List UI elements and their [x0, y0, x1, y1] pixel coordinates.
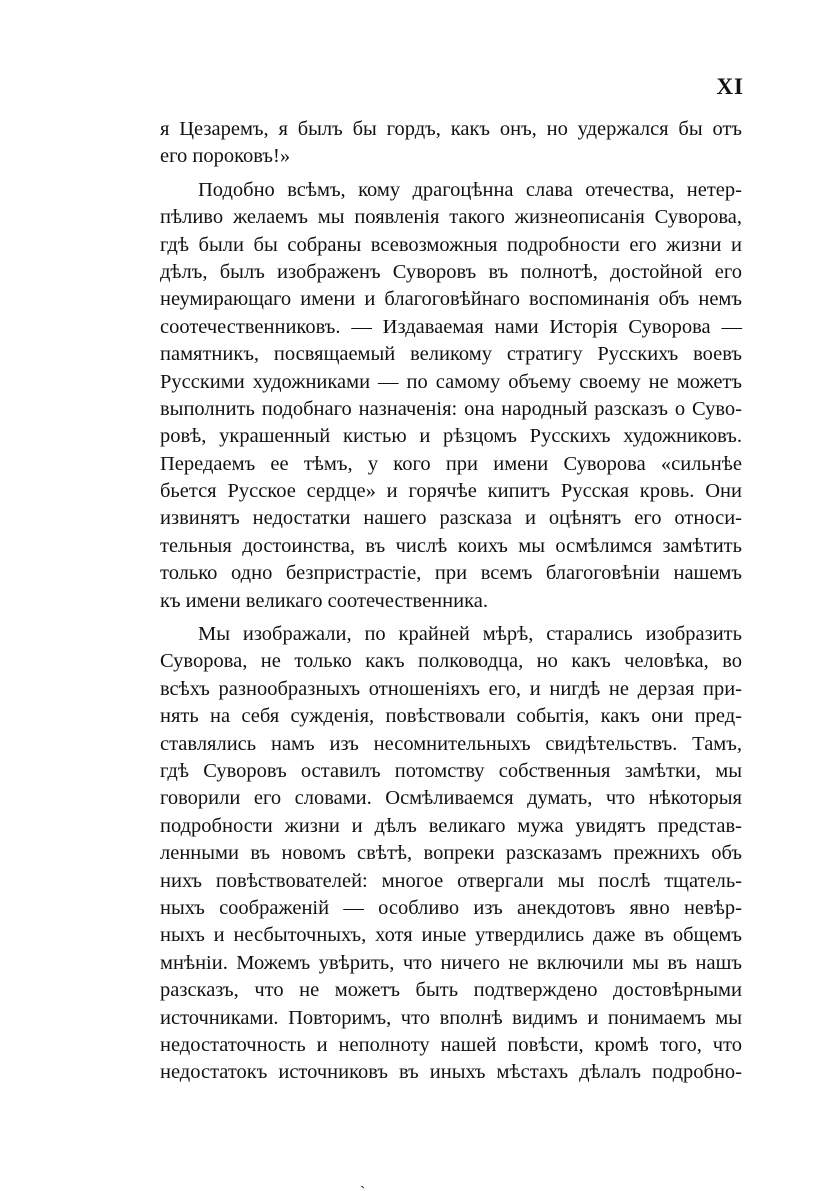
text-line: недостаточность и неполноту нашей повѣсти, кромѣ того, что: [160, 1033, 742, 1056]
text-line: только одно безпристрастіе, при всемъ благоговѣніи нашемъ: [160, 562, 742, 585]
text-line: нихъ повѣствователей: многое отвергали мы послѣ тщатель-: [160, 869, 742, 892]
paragraph: [160, 621, 742, 1087]
text-line: говорили его словами. Осмѣливаемся думать, что нѣкоторыя: [160, 787, 742, 810]
paragraph: [160, 177, 742, 615]
text-line: гдѣ были бы собраны всевозможныя подробности его жизни и: [160, 233, 742, 256]
text-line: его пороковъ!»: [160, 145, 291, 168]
text-line: ныхъ и несбыточныхъ, хотя иные утвердились даже въ общемъ: [160, 924, 742, 947]
print-speck: ˏ: [360, 1172, 366, 1189]
text-line: неумирающаго имени и благоговѣйнаго воспоминанія объ немъ: [160, 288, 742, 311]
text-line: тельныя достоинства, въ числѣ коихъ мы осмѣлимся замѣтить: [160, 534, 742, 557]
body-text: [160, 116, 742, 1087]
text-line: извинятъ недостатки нашего разсказа и оцѣнятъ его относи-: [160, 507, 742, 530]
text-line: подробности жизни и дѣлъ великаго мужа увидятъ представ-: [160, 814, 742, 837]
text-line: пѣливо желаемъ мы появленія такого жизнеописанія Суворова,: [160, 206, 742, 229]
text-line: Мы изображали, по крайней мѣрѣ, старались изобразить: [198, 623, 742, 646]
text-line: бьется Русское сердце» и горячѣе кипитъ Русская кровь. Они: [160, 480, 742, 503]
page-number: XI: [716, 74, 744, 99]
text-line: источниками. Повторимъ, что вполнѣ видимъ и понимаемъ мы: [160, 1006, 742, 1029]
text-line: всѣхъ разнообразныхъ отношеніяхъ его, и нигдѣ не дерзая при-: [160, 677, 742, 700]
text-line: Подобно всѣмъ, кому драгоцѣнна слава отечества, нетер-: [198, 178, 742, 201]
text-line: ставлялись намъ изъ несомнительныхъ свидѣтельствъ. Тамъ,: [160, 732, 742, 755]
text-line: нять на себя сужденія, повѣствовали событія, какъ они пред-: [160, 705, 742, 728]
text-line: соотечественниковъ. — Издаваемая нами Исторія Суворова —: [160, 315, 742, 338]
text-line: ныхъ соображеній — особливо изъ анекдотовъ явно невѣр-: [160, 896, 742, 919]
text-line: недостатокъ источниковъ въ иныхъ мѣстахъ дѣлалъ подробно-: [160, 1061, 742, 1084]
text-line: ровѣ, украшенный кистью и рѣзцомъ Русскихъ художниковъ.: [160, 425, 742, 448]
text-line: памятникъ, посвящаемый великому стратигу Русскихъ воевъ: [160, 343, 742, 366]
text-line: Суворова, не только какъ полководца, но какъ человѣка, во: [160, 650, 742, 673]
text-line: разсказъ, что не можетъ быть подтверждено достовѣрными: [160, 979, 742, 1002]
paragraph-continuation: [160, 116, 742, 171]
text-line: мнѣніи. Можемъ увѣрить, что ничего не включили мы въ нашъ: [160, 951, 742, 974]
text-line: Передаемъ ее тѣмъ, у кого при имени Суворова «сильнѣе: [160, 452, 742, 475]
text-line: ленными въ новомъ свѣтѣ, вопреки разсказамъ прежнихъ объ: [160, 842, 742, 865]
text-line: я Цезаремъ, я былъ бы гордъ, какъ онъ, но удержался бы отъ: [160, 118, 742, 140]
text-line: дѣлъ, былъ изображенъ Суворовъ въ полнотѣ, достойной его: [160, 260, 742, 283]
text-line: къ имени великаго соотечественника.: [160, 589, 488, 612]
text-line: выполнить подобнаго назначенія: она народный разсказъ о Суво-: [160, 397, 742, 420]
text-line: Русскими художниками — по самому объему своему не можетъ: [160, 370, 742, 393]
text-line: гдѣ Суворовъ оставилъ потомству собственныя замѣтки, мы: [160, 759, 742, 782]
